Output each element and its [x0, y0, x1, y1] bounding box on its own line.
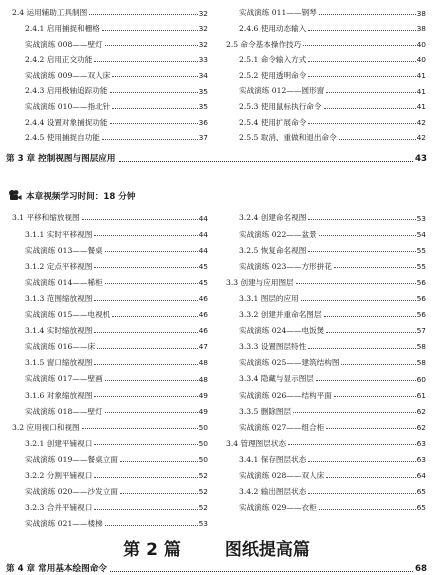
toc-entry-label: 3.3 创建与应用图层	[226, 277, 294, 287]
toc-entry[interactable]	[226, 64, 426, 79]
toc-entry-label: 3.3.3 设置图层特性	[239, 342, 307, 352]
toc-entry-page: 45	[198, 261, 208, 271]
leader-dots	[94, 477, 197, 478]
toc-entry-label: 2.5.5 取消、重做和退出命令	[239, 133, 337, 143]
toc-entry[interactable]	[12, 320, 208, 335]
toc-entry-label: 实战演练 020——沙发立面	[25, 487, 118, 497]
toc-entry-page: 37	[198, 133, 208, 143]
toc-entry[interactable]	[12, 336, 208, 351]
toc-entry[interactable]	[226, 400, 426, 415]
chapter-4-label: 第 4 章 常用基本绘图命令	[6, 564, 107, 574]
toc-entry[interactable]	[226, 336, 426, 351]
toc-entry-page: 60	[416, 374, 426, 384]
toc-entry-label: 2.5.4 使用扩展命令	[239, 117, 307, 127]
leader-dots	[110, 92, 198, 93]
toc-entry-label: 3.1.4 实时缩放视图	[25, 326, 93, 336]
chapter-3-label: 第 3 章 控制视图与图层应用	[6, 154, 116, 164]
toc-entry-label: 2.4.4 设置对象捕捉功能	[25, 117, 108, 127]
video-camera-icon	[8, 189, 22, 204]
toc-entry-page: 33	[198, 55, 208, 65]
part-2-title	[0, 535, 433, 560]
toc-entry[interactable]	[12, 288, 208, 303]
toc-entry-page: 50	[198, 422, 208, 432]
toc-entry-page: 65	[416, 503, 426, 513]
toc-entry-label: 实战演练 026——结构平面	[239, 390, 332, 400]
toc-entry-label: 3.3.4 隐藏与显示图层	[239, 374, 314, 384]
toc-entry[interactable]	[12, 33, 208, 48]
leader-dots	[296, 283, 416, 284]
toc-entry-label: 实战演练 024——电饭煲	[239, 326, 325, 336]
toc-entry-page: 42	[416, 117, 426, 127]
toc-entry[interactable]	[12, 400, 208, 415]
toc-entry[interactable]	[12, 368, 208, 383]
toc-entry-label: 2.4.3 启用极轴追踪功能	[25, 86, 108, 96]
toc-entry[interactable]	[226, 497, 426, 512]
toc-entry[interactable]	[226, 416, 426, 431]
leader-dots	[105, 45, 198, 46]
toc-entry-label: 实战演练 018——壁灯	[25, 406, 103, 416]
leader-dots	[308, 461, 415, 462]
toc-entry[interactable]	[12, 384, 208, 399]
toc-entry-label: 实战演练 012——圆形窗	[239, 86, 325, 96]
toc-entry-page: 38	[416, 8, 426, 18]
leader-dots	[334, 267, 416, 268]
toc-entry[interactable]	[226, 255, 426, 270]
toc-entry-label: 3.3.5 删除图层	[239, 406, 292, 416]
leader-dots	[94, 332, 197, 333]
toc-entry[interactable]	[12, 2, 208, 17]
leader-dots	[326, 477, 415, 478]
leader-dots	[105, 412, 198, 413]
toc-entry-label: 实战演练 008——壁灯	[25, 39, 103, 49]
toc-entry-page: 58	[416, 358, 426, 368]
leader-dots	[110, 123, 198, 124]
toc-entry[interactable]	[12, 223, 208, 238]
toc-entry-page: 48	[198, 374, 208, 384]
toc-entry[interactable]	[12, 432, 208, 447]
toc-entry[interactable]	[12, 239, 208, 254]
toc-entry[interactable]	[226, 384, 426, 399]
leader-dots	[94, 396, 197, 397]
leader-dots	[120, 461, 198, 462]
toc-entry-page: 62	[416, 422, 426, 432]
toc-entry-label: 实战演练 013——餐桌	[25, 245, 103, 255]
toc-entry-label: 2.5.2 使用透明命令	[239, 70, 307, 80]
toc-entry-page: 40	[416, 39, 426, 49]
toc-entry-page: 56	[416, 294, 426, 304]
toc-entry-page: 34	[198, 70, 208, 80]
toc-entry[interactable]	[226, 352, 426, 367]
toc-entry-label: 实战演练 015——电视机	[25, 310, 111, 319]
toc-entry-page: 46	[198, 294, 208, 304]
leader-dots	[112, 316, 197, 317]
leader-dots	[94, 364, 197, 365]
toc-entry-label: 实战演练 017——壁画	[25, 374, 103, 384]
toc-entry-page: 62	[416, 406, 426, 416]
leader-dots	[94, 444, 197, 445]
leader-dots	[319, 14, 416, 15]
leader-dots	[308, 123, 415, 124]
toc-entry[interactable]	[226, 127, 426, 142]
toc-entry-page: 41	[416, 86, 426, 96]
video-time-text: 本章视频学习时间：18 分钟	[26, 192, 136, 202]
leader-dots	[326, 332, 415, 333]
leader-dots	[301, 300, 416, 301]
chapter-4-page: 68	[415, 564, 427, 574]
toc-entry[interactable]	[12, 352, 208, 367]
toc-entry-label: 2.5.1 命令输入方式	[239, 55, 307, 65]
leader-dots	[94, 300, 197, 301]
toc-entry-page: 50	[198, 438, 208, 448]
toc-entry-label: 3.4 管理图层状态	[226, 438, 287, 448]
toc-entry[interactable]	[12, 481, 208, 496]
toc-entry[interactable]	[12, 465, 208, 480]
leader-dots	[105, 525, 198, 526]
toc-entry[interactable]	[226, 111, 426, 126]
toc-entry-page: 36	[198, 117, 208, 127]
toc-entry-page: 65	[416, 487, 426, 497]
toc-entry-page: 44	[198, 213, 208, 223]
toc-entry-page: 42	[416, 133, 426, 143]
chapter-3-page: 43	[415, 154, 427, 164]
toc-entry[interactable]	[226, 271, 426, 286]
leader-dots	[102, 30, 198, 31]
toc-entry-page: 32	[198, 39, 208, 49]
toc-entry[interactable]	[226, 96, 426, 111]
toc-entry-page: 40	[416, 55, 426, 65]
leader-dots	[308, 30, 415, 31]
leader-dots	[112, 108, 197, 109]
toc-entry[interactable]	[226, 49, 426, 64]
toc-entry[interactable]	[12, 255, 208, 270]
toc-entry-label: 实战演练 021——楼梯	[25, 519, 103, 529]
toc-entry[interactable]	[226, 2, 426, 17]
leader-dots	[293, 412, 415, 413]
toc-entry-page: 49	[198, 406, 208, 416]
toc-entry[interactable]	[226, 465, 426, 480]
toc-entry-label: 实战演练 025——建筑结构图	[239, 358, 340, 368]
toc-entry-page: 48	[198, 358, 208, 368]
toc-entry-page: 46	[198, 326, 208, 336]
toc-entry-label: 3.1.3 范围缩放视图	[25, 293, 93, 303]
toc-entry-label: 实战演练 016——床	[25, 342, 96, 352]
toc-entry[interactable]	[226, 223, 426, 238]
toc-column-top-right	[226, 2, 426, 142]
toc-entry[interactable]	[226, 320, 426, 335]
toc-entry[interactable]	[12, 49, 208, 64]
toc-entry-label: 2.4 运用辅助工具制图	[12, 8, 88, 18]
toc-entry-label: 实战演练 019——餐桌立面	[25, 454, 118, 464]
toc-entry-page: 35	[198, 102, 208, 112]
toc-entry-label: 实战演练 022——盆景	[239, 229, 317, 239]
toc-entry-page: 52	[198, 503, 208, 513]
leader-dots	[326, 428, 415, 429]
leader-dots	[308, 493, 415, 494]
toc-column-top-left	[12, 2, 208, 142]
toc-entry[interactable]	[226, 304, 426, 319]
part-name: 图纸提高篇	[224, 540, 310, 560]
leader-dots	[308, 219, 415, 220]
toc-entry-page: 56	[416, 277, 426, 287]
leader-dots	[288, 444, 416, 445]
leader-dots	[94, 267, 197, 268]
toc-entry-page: 38	[416, 24, 426, 34]
toc-entry[interactable]	[226, 288, 426, 303]
toc-entry-label: 3.1.2 定点平移视图	[25, 261, 93, 271]
toc-entry-page: 58	[416, 342, 426, 352]
toc-entry-label: 3.2.4 创建命名视图	[239, 213, 307, 223]
toc-entry[interactable]	[226, 481, 426, 496]
toc-entry-label: 实战演练 014——稀柜	[25, 277, 103, 287]
toc-entry[interactable]	[12, 497, 208, 512]
leader-dots	[82, 219, 198, 220]
toc-entry-label: 3.1.6 对象缩放视图	[25, 390, 93, 400]
leader-dots	[319, 509, 416, 510]
toc-entry[interactable]	[226, 18, 426, 33]
toc-entry[interactable]	[12, 127, 208, 142]
toc-entry-label: 实战演练 011——钢琴	[239, 8, 317, 18]
toc-entry[interactable]	[226, 432, 426, 447]
toc-entry-label: 实战演练 029——衣柜	[239, 503, 317, 513]
toc-entry-label: 3.2.5 恢复命名视图	[239, 245, 307, 255]
toc-entry[interactable]	[12, 416, 208, 431]
toc-entry-label: 实战演练 027——组合柜	[239, 422, 325, 432]
leader-dots	[319, 235, 416, 236]
leader-dots	[308, 61, 415, 62]
chapter-4-entry[interactable]	[6, 560, 427, 574]
leader-dots	[102, 139, 198, 140]
toc-column-bottom-right	[226, 207, 426, 527]
toc-entry-page: 32	[198, 8, 208, 18]
toc-entry-page: 55	[416, 261, 426, 271]
toc-entry-label: 2.5 命令基本操作技巧	[226, 39, 302, 49]
leader-dots	[308, 348, 415, 349]
leader-dots	[105, 251, 198, 252]
leader-dots	[110, 571, 413, 572]
toc-entry-page: 53	[198, 519, 208, 529]
toc-entry[interactable]	[12, 64, 208, 79]
toc-entry[interactable]	[226, 449, 426, 464]
toc-entry[interactable]	[226, 33, 426, 48]
toc-entry-page: 61	[416, 390, 426, 400]
leader-dots	[82, 428, 198, 429]
leader-dots	[334, 396, 416, 397]
leader-dots	[324, 316, 416, 317]
leader-dots	[94, 61, 197, 62]
video-study-time	[8, 189, 135, 203]
leader-dots	[105, 380, 198, 381]
toc-entry-label: 实战演练 009——双人床	[25, 70, 111, 80]
leader-dots	[105, 283, 198, 284]
toc-entry[interactable]	[226, 239, 426, 254]
leader-dots	[339, 139, 416, 140]
toc-entry-page: 47	[198, 342, 208, 352]
leader-dots	[94, 509, 197, 510]
toc-entry-label: 3.2 应用视口和视图	[12, 422, 80, 432]
toc-entry[interactable]	[12, 271, 208, 286]
toc-entry-label: 3.4.1 保存图层状态	[239, 454, 307, 464]
toc-entry-page: 49	[198, 390, 208, 400]
toc-entry[interactable]	[12, 304, 208, 319]
toc-entry-label: 3.1.1 实时平移视图	[25, 229, 93, 239]
toc-entry-page: 56	[416, 310, 426, 320]
toc-entry-page: 32	[198, 24, 208, 34]
toc-entry[interactable]	[12, 207, 208, 222]
leader-dots	[97, 348, 198, 349]
toc-entry[interactable]	[12, 80, 208, 95]
toc-entry[interactable]	[226, 207, 426, 222]
toc-entry-page: 64	[416, 471, 426, 481]
toc-entry-label: 实战演练 023——方形拼花	[239, 261, 332, 271]
toc-column-bottom-left	[12, 207, 208, 527]
toc-entry-label: 2.5.3 使用鼠标执行命令	[239, 102, 322, 111]
leader-dots	[94, 235, 197, 236]
leader-dots	[89, 14, 197, 15]
toc-entry-label: 2.4.1 启用捕捉和栅格	[25, 24, 100, 33]
toc-entry[interactable]	[226, 80, 426, 95]
toc-entry-page: 52	[198, 471, 208, 481]
toc-entry-page: 55	[416, 245, 426, 255]
leader-dots	[303, 45, 415, 46]
toc-entry-label: 2.4.2 启用正交功能	[25, 55, 93, 65]
chapter-3-entry[interactable]	[6, 150, 427, 164]
leader-dots	[112, 76, 197, 77]
toc-entry-page: 46	[198, 310, 208, 320]
toc-entry-page: 35	[198, 86, 208, 96]
toc-entry[interactable]	[12, 449, 208, 464]
toc-entry-label: 实战演练 010——指北针	[25, 102, 111, 111]
toc-entry-page: 41	[416, 70, 426, 80]
toc-entry[interactable]	[12, 18, 208, 33]
part-number: 第 2 篇	[123, 540, 181, 560]
leader-dots	[326, 92, 415, 93]
toc-entry-page: 63	[416, 438, 426, 448]
toc-entry-page: 41	[416, 102, 426, 112]
toc-entry-page: 63	[416, 455, 426, 465]
toc-entry-label: 3.4.2 输出图层状态	[239, 487, 307, 497]
toc-entry-label: 3.2.3 合并平铺视口	[25, 503, 93, 513]
toc-entry[interactable]	[12, 513, 208, 528]
leader-dots	[316, 380, 416, 381]
leader-dots	[341, 364, 415, 365]
toc-entry-label: 2.4.6 使用动态输入	[239, 24, 307, 33]
toc-entry-page: 57	[416, 326, 426, 336]
toc-entry-label: 实战演练 028——双人床	[239, 471, 325, 480]
toc-entry[interactable]	[12, 96, 208, 111]
toc-entry-page: 44	[198, 229, 208, 239]
leader-dots	[324, 108, 416, 109]
toc-entry[interactable]	[226, 368, 426, 383]
leader-dots	[308, 251, 415, 252]
toc-entry[interactable]	[12, 111, 208, 126]
toc-entry-label: 3.1.5 窗口缩放视图	[25, 358, 93, 368]
toc-entry-page: 45	[198, 277, 208, 287]
leader-dots	[120, 493, 198, 494]
toc-entry-label: 3.3.2 创建并重命名图层	[239, 310, 322, 319]
toc-entry-page: 54	[416, 229, 426, 239]
toc-entry-label: 3.2.1 创建平铺视口	[25, 438, 93, 448]
toc-entry-page: 44	[198, 245, 208, 255]
toc-entry-label: 3.2.2 分割平铺视口	[25, 471, 93, 480]
toc-entry-label: 3.1 平移和缩放视图	[12, 213, 80, 223]
toc-entry-label: 2.4.5 使用捕捉自功能	[25, 133, 100, 143]
leader-dots	[308, 76, 415, 77]
toc-entry-page: 50	[198, 455, 208, 465]
toc-entry-page: 53	[416, 213, 426, 223]
toc-entry-label: 3.3.1 图层的应用	[239, 293, 299, 303]
leader-dots	[119, 161, 414, 162]
toc-entry-page: 52	[198, 487, 208, 497]
